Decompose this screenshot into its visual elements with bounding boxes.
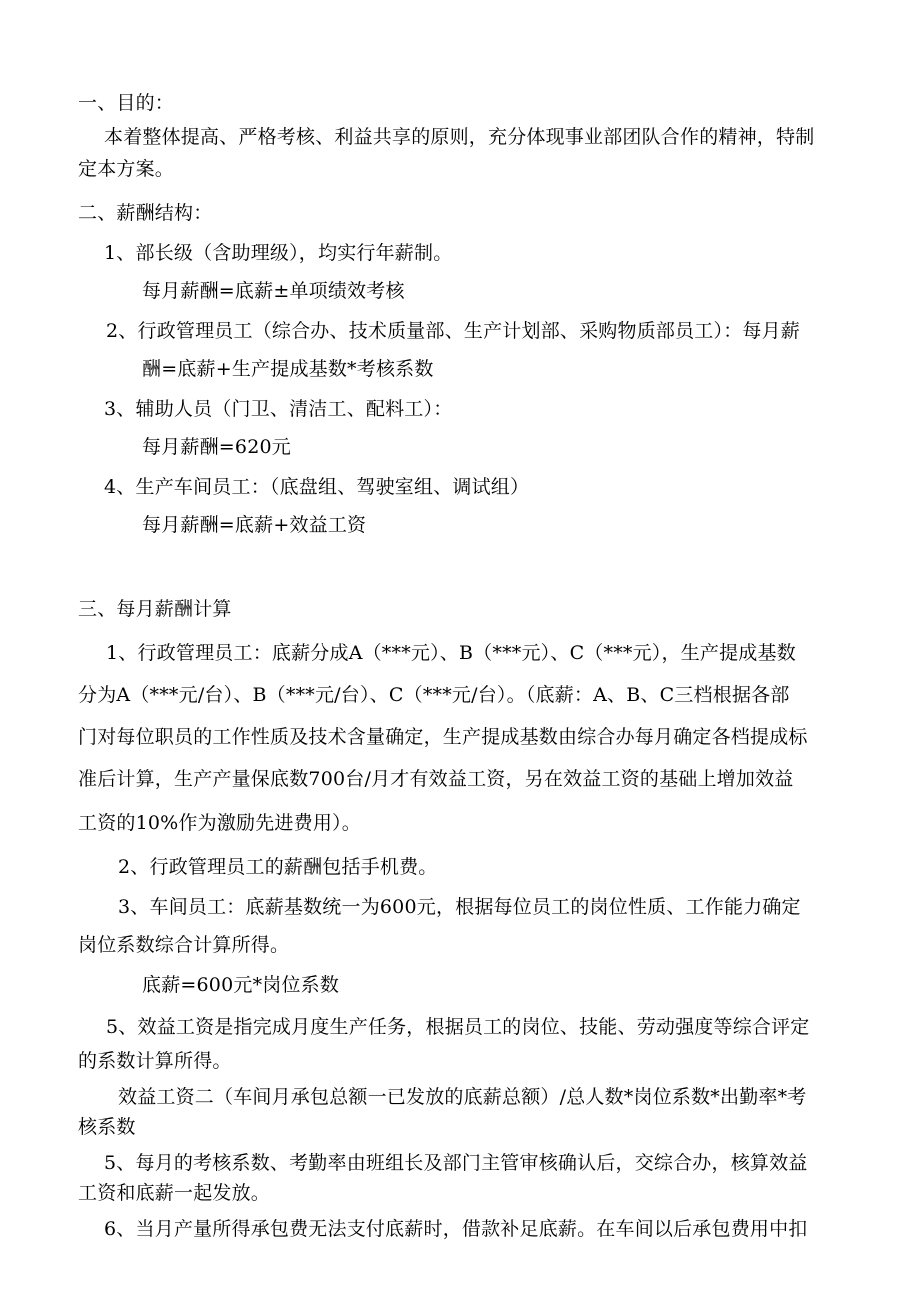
heading-purpose: 一、目的：	[78, 92, 175, 114]
list-item: 3、辅助人员（门卫、清洁工、配料工）：	[104, 398, 453, 420]
paragraph-line: 准后计算，生产产量保底数700台/月才有效益工资，另在效益工资的基础上增加效益	[78, 768, 794, 790]
list-item: 1、部长级（含助理级），均实行年薪制。	[104, 242, 453, 264]
heading-monthly-calculation: 三、每月薪酬计算	[78, 598, 232, 620]
paragraph-line: 工资的10%作为激励先进费用）。	[78, 812, 361, 834]
list-item: 2、行政管理员工（综合办、技术质量部、生产计划部、采购物质部员工）：每月薪	[106, 320, 800, 342]
paragraph-line: 岗位系数综合计算所得。	[78, 934, 290, 956]
paragraph-line: 分为A（***元/台）、B（***元/台）、C（***元/台）。（底薪：A、B、C三档根据各部	[78, 684, 790, 706]
paragraph-line: 本着整体提高、严格考核、利益共享的原则，充分体现事业部团队合作的精神，特制	[104, 126, 815, 148]
paragraph-line: 工资和底薪一起发放。	[78, 1182, 271, 1204]
formula-line: 底薪=600元*岗位系数	[142, 974, 340, 996]
paragraph-line: 的系数计算所得。	[78, 1050, 232, 1072]
paragraph-line: 3、车间员工：底薪基数统一为600元，根据每位员工的岗位性质、工作能力确定	[118, 896, 801, 918]
formula-line: 核系数	[78, 1116, 136, 1138]
formula-line: 效益工资二（车间月承包总额一已发放的底薪总额）/总人数*岗位系数*出勤率*考	[118, 1086, 807, 1108]
paragraph-line: 5、效益工资是指完成月度生产任务，根据员工的岗位、技能、劳动强度等综合评定	[106, 1016, 810, 1038]
paragraph-line: 定本方案。	[78, 158, 175, 180]
formula-line: 每月薪酬=底薪+效益工资	[142, 514, 367, 536]
formula-line: 酬=底薪+生产提成基数*考核系数	[142, 358, 434, 380]
paragraph-line: 5、每月的考核系数、考勤率由班组长及部门主管审核确认后，交综合办，核算效益	[104, 1152, 808, 1174]
formula-line: 每月薪酬=底薪±单项绩效考核	[142, 280, 405, 302]
paragraph-line: 1、行政管理员工：底薪分成A（***元）、B（***元）、C（***元），生产提成基数	[106, 642, 796, 664]
paragraph-line: 门对每位职员的工作性质及技术含量确定，生产提成基数由综合办每月确定各档提成标	[78, 726, 808, 748]
formula-line: 每月薪酬=620元	[142, 436, 291, 458]
list-item: 4、生产车间员工：（底盘组、驾驶室组、调试组）	[104, 476, 530, 498]
paragraph-line: 2、行政管理员工的薪酬包括手机费。	[118, 856, 438, 878]
heading-salary-structure: 二、薪酬结构：	[78, 202, 213, 224]
paragraph-line: 6、当月产量所得承包费无法支付底薪时，借款补足底薪。在车间以后承包费用中扣	[104, 1218, 808, 1240]
